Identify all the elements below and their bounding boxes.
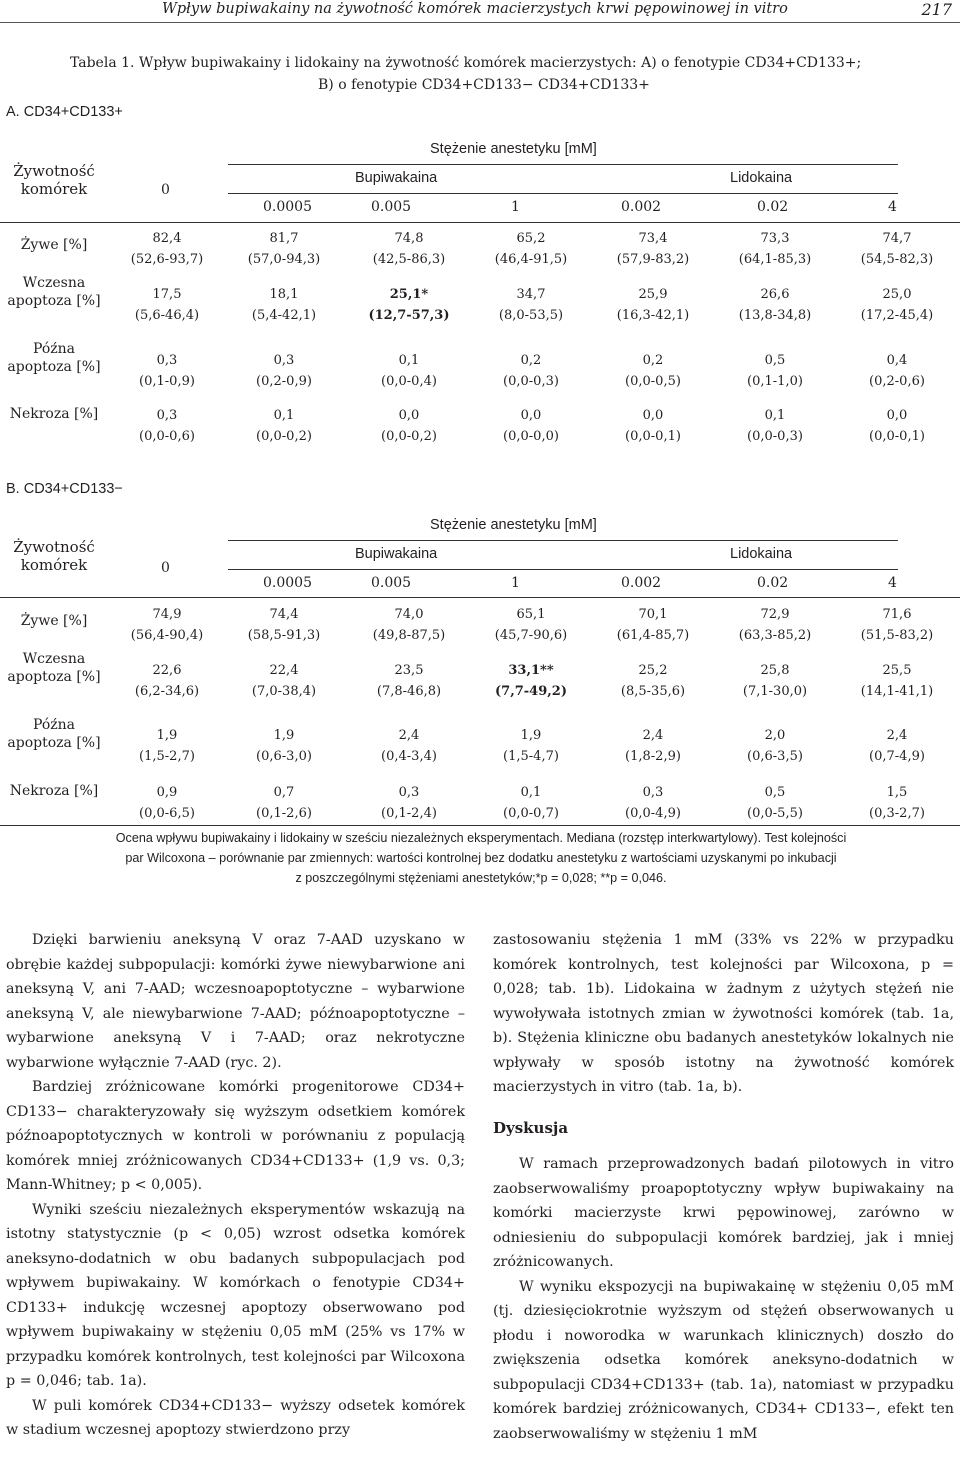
table-cell — [105, 405, 229, 447]
table-cell — [469, 228, 593, 270]
cell-median: 65,2 — [516, 231, 546, 246]
cell-iqr: (0,0-0,1) — [625, 429, 681, 444]
cell-median: 34,7 — [516, 287, 546, 302]
cell-median: 74,9 — [152, 607, 182, 622]
cell-median: 74,4 — [269, 607, 299, 622]
table-cell — [469, 782, 593, 824]
cell-median: 0,2 — [642, 353, 664, 368]
cell-median: 73,3 — [760, 231, 790, 246]
table-a-corner: Żywotność komórek — [13, 162, 95, 198]
table-cell — [347, 228, 471, 270]
row-label-wczesna-apoptoza: Wczesna apoptoza [%] — [7, 651, 101, 685]
table-cell — [469, 405, 593, 447]
left-column — [6, 928, 465, 1443]
row-label-pozna-apoptoza: Późna apoptoza [%] — [7, 341, 101, 375]
table-b-corner: Żywotność komórek — [13, 538, 95, 574]
cell-iqr: (0,3-2,7) — [869, 806, 925, 821]
table-cell — [347, 284, 471, 326]
cell-median: 0,0 — [398, 408, 420, 423]
table-cell — [222, 350, 346, 392]
cell-median: 2,4 — [398, 728, 420, 743]
cell-median: 71,6 — [882, 607, 912, 622]
cell-iqr: (0,0-0,2) — [256, 429, 312, 444]
cell-iqr: (64,1-85,3) — [738, 252, 812, 267]
caption-line-2: B) o fenotypie CD34+CD133− CD34+CD133+ — [318, 77, 650, 93]
row-label-zywe: Żywe [%] — [20, 613, 88, 629]
table-a-conc-6: 4 — [888, 199, 897, 215]
right-column — [493, 928, 954, 1446]
table-cell — [222, 284, 346, 326]
cell-median: 25,8 — [760, 663, 790, 678]
cell-median: 26,6 — [760, 287, 790, 302]
table-cell — [835, 228, 959, 270]
table-b-control-header: 0 — [161, 560, 170, 576]
cell-iqr: (0,2-0,6) — [869, 374, 925, 389]
cell-median: 0,3 — [156, 408, 178, 423]
table-cell — [105, 660, 229, 702]
cell-iqr: (56,4-90,4) — [130, 628, 204, 643]
cell-median: 0,3 — [642, 785, 664, 800]
table-b-conc-5: 0.02 — [757, 575, 789, 591]
cell-median: 1,5 — [886, 785, 908, 800]
cell-median: 22,4 — [269, 663, 299, 678]
table-cell — [347, 725, 471, 767]
cell-median: 18,1 — [269, 287, 299, 302]
cell-iqr: (0,0-0,5) — [625, 374, 681, 389]
table-caption — [70, 52, 950, 96]
body-paragraph: W wyniku ekspozycji na bupiwakainę w stężeniu 0,05 mM (tj. dziesięciokrotnie wyższym od stężeń obserwowanych u płodu i noworodka w warunkach klinicznych) doszło do zwiększenia odsetka komórek aneksyno-dodatnich w subpopulacji CD34+CD133+ (tab. 1a), natomiast w przypadku komórek bardziej zróżnicowanych, CD34+ CD133−, efekt ten zaobserwowaliśmy w stężeniu 1 mM — [493, 1278, 954, 1442]
cell-median: 72,9 — [760, 607, 790, 622]
cell-median: 65,1 — [516, 607, 546, 622]
cell-median: 74,8 — [394, 231, 424, 246]
cell-iqr: (0,0-4,9) — [625, 806, 681, 821]
table-cell — [469, 725, 593, 767]
table-cell — [591, 660, 715, 702]
cell-iqr: (12,7-57,3) — [368, 308, 450, 323]
cell-iqr: (0,0-0,3) — [503, 374, 559, 389]
table-cell — [591, 350, 715, 392]
page-number: 217 — [921, 0, 952, 19]
cell-iqr: (54,5-82,3) — [860, 252, 934, 267]
table-cell — [835, 284, 959, 326]
cell-iqr: (0,6-3,5) — [747, 749, 803, 764]
table-cell — [591, 405, 715, 447]
row-label-zywe: Żywe [%] — [20, 237, 88, 253]
cell-median: 82,4 — [152, 231, 182, 246]
table-cell — [835, 725, 959, 767]
table-a-conc-1: 0.0005 — [263, 199, 312, 215]
cell-median: 0,1 — [764, 408, 786, 423]
table-a-label: A. CD34+CD133+ — [6, 104, 123, 120]
table-b-conc-2: 0.005 — [371, 575, 412, 591]
table-cell — [713, 284, 837, 326]
cell-iqr: (51,5-83,2) — [860, 628, 934, 643]
cell-iqr: (7,1-30,0) — [742, 684, 808, 699]
cell-median: 0,0 — [520, 408, 542, 423]
cell-median: 73,4 — [638, 231, 668, 246]
cell-iqr: (58,5-91,3) — [247, 628, 321, 643]
table-cell — [591, 284, 715, 326]
cell-iqr: (0,0-0,0) — [503, 429, 559, 444]
cell-median: 0,1 — [398, 353, 420, 368]
table-cell — [347, 604, 471, 646]
table-a-rule-1 — [228, 164, 898, 165]
cell-iqr: (0,1-2,4) — [381, 806, 437, 821]
cell-iqr: (7,8-46,8) — [376, 684, 442, 699]
cell-iqr: (0,0-0,7) — [503, 806, 559, 821]
cell-iqr: (0,1-2,6) — [256, 806, 312, 821]
cell-iqr: (0,0-5,5) — [747, 806, 803, 821]
cell-iqr: (17,2-45,4) — [860, 308, 934, 323]
table-cell — [105, 350, 229, 392]
cell-median: 25,9 — [638, 287, 668, 302]
running-title: Wpływ bupiwakainy na żywotność komórek macierzystych krwi pępowinowej in vitro — [162, 1, 788, 17]
table-cell — [469, 604, 593, 646]
table-a-drug2: Lidokaina — [730, 170, 793, 186]
body-paragraph: Wyniki sześciu niezależnych eksperymentów wskazują na istotny statystycznie (p < 0,05) wzrost odsetka komórek aneksyno-dodatnich w obu badanych subpopulacjach pod wpływem bupiwakainy. W komórkach o fenotypie CD34+ CD133+ indukcję wczesnej apoptozy obserwowano pod wpływem bupiwakainy w stężeniu 0,05 mM (25% vs 17% w przypadku komórek kontrolnych, test kolejności par Wilcoxona p = 0,046; tab. 1a). — [6, 1201, 465, 1389]
cell-iqr: (0,0-0,1) — [869, 429, 925, 444]
cell-iqr: (0,6-3,0) — [256, 749, 312, 764]
cell-iqr: (52,6-93,7) — [130, 252, 204, 267]
table-cell — [591, 604, 715, 646]
cell-median: 74,7 — [882, 231, 912, 246]
cell-iqr: (42,5-86,3) — [372, 252, 446, 267]
table-cell — [835, 660, 959, 702]
table-cell — [835, 350, 959, 392]
section-heading: Dyskusja — [493, 1118, 569, 1137]
cell-iqr: (1,8-2,9) — [625, 749, 681, 764]
cell-iqr: (0,2-0,9) — [256, 374, 312, 389]
table-cell — [713, 228, 837, 270]
cell-median: 0,9 — [156, 785, 178, 800]
table-a-drug1: Bupiwakaina — [355, 170, 438, 186]
cell-iqr: (0,0-0,2) — [381, 429, 437, 444]
table-cell — [469, 350, 593, 392]
caption-line-1: Tabela 1. Wpływ bupiwakainy i lidokainy na żywotność komórek macierzystych: A) o fenotypie CD34+CD133+; — [70, 55, 862, 71]
cell-median: 81,7 — [269, 231, 299, 246]
cell-median: 70,1 — [638, 607, 668, 622]
table-b-conc-header: Stężenie anestetyku [mM] — [430, 517, 597, 533]
cell-median: 0,0 — [886, 408, 908, 423]
table-cell — [713, 782, 837, 824]
table-cell — [713, 405, 837, 447]
row-label-wczesna-apoptoza: Wczesna apoptoza [%] — [7, 275, 101, 309]
cell-iqr: (0,0-0,4) — [381, 374, 437, 389]
note-line-2: par Wilcoxona – porównanie par zmiennych: wartości kontrolnej bez dodatku anestetyku z wartościami uzyskanymi po inkubacji — [125, 851, 837, 865]
cell-iqr: (45,7-90,6) — [494, 628, 568, 643]
table-b-label: B. CD34+CD133− — [6, 481, 123, 497]
table-bottom-rule — [0, 825, 960, 826]
cell-iqr: (1,5-4,7) — [503, 749, 559, 764]
table-a-control-header: 0 — [161, 182, 170, 198]
cell-median: 0,5 — [764, 785, 786, 800]
table-cell — [105, 782, 229, 824]
cell-iqr: (0,4-3,4) — [381, 749, 437, 764]
cell-median: 1,9 — [156, 728, 178, 743]
table-cell — [713, 604, 837, 646]
cell-median: 1,9 — [273, 728, 295, 743]
cell-median: 1,9 — [520, 728, 542, 743]
cell-iqr: (8,0-53,5) — [498, 308, 564, 323]
body-paragraph: zastosowaniu stężenia 1 mM (33% vs 22% w przypadku komórek kontrolnych, test kolejności par Wilcoxona, p = 0,028; tab. 1b). Lidokaina w żadnym z użytych stężeń nie wywoływała istotnych zmian w żywotności komórek (tab. 1a, b). Stężenia kliniczne obu badanych anestetyków lokalnych nie wpływały w sposób istotny na żywotność komórek macierzystych in vitro (tab. 1a, b). — [493, 932, 954, 1095]
table-b-conc-6: 4 — [888, 575, 897, 591]
cell-median: 2,0 — [764, 728, 786, 743]
table-a-rule-2 — [228, 193, 898, 194]
row-label-nekroza: Nekroza [%] — [9, 783, 99, 799]
table-b-header-rule — [0, 597, 960, 598]
cell-median: 0,7 — [273, 785, 295, 800]
cell-iqr: (49,8-87,5) — [372, 628, 446, 643]
cell-median: 0,2 — [520, 353, 542, 368]
table-cell — [222, 228, 346, 270]
table-cell — [347, 660, 471, 702]
cell-iqr: (0,0-0,3) — [747, 429, 803, 444]
cell-iqr: (7,0-38,4) — [251, 684, 317, 699]
cell-iqr: (0,7-4,9) — [869, 749, 925, 764]
table-cell — [713, 725, 837, 767]
table-cell — [222, 604, 346, 646]
table-a-header-rule — [0, 222, 960, 223]
running-header — [0, 0, 960, 22]
table-note — [6, 828, 956, 888]
cell-iqr: (13,8-34,8) — [738, 308, 812, 323]
cell-iqr: (46,4-91,5) — [494, 252, 568, 267]
cell-median: 25,1* — [389, 287, 429, 302]
table-b-rule-2 — [228, 569, 898, 570]
table-cell — [222, 782, 346, 824]
cell-iqr: (0,0-0,6) — [139, 429, 195, 444]
cell-median: 0,0 — [642, 408, 664, 423]
table-cell — [591, 228, 715, 270]
cell-median: 2,4 — [886, 728, 908, 743]
table-cell — [105, 725, 229, 767]
table-cell — [222, 405, 346, 447]
cell-iqr: (5,4-42,1) — [251, 308, 317, 323]
table-b-conc-4: 0.002 — [621, 575, 662, 591]
cell-median: 25,0 — [882, 287, 912, 302]
cell-median: 2,4 — [642, 728, 664, 743]
cell-median: 33,1** — [508, 663, 554, 678]
table-b-conc-1: 0.0005 — [263, 575, 312, 591]
table-b-conc-3: 1 — [511, 575, 520, 591]
cell-iqr: (0,1-1,0) — [747, 374, 803, 389]
table-a-conc-2: 0.005 — [371, 199, 412, 215]
header-rule — [0, 22, 960, 23]
cell-median: 0,3 — [273, 353, 295, 368]
body-paragraph: W puli komórek CD34+CD133− wyższy odsetek komórek w stadium wczesnej apoptozy stwierdzono przy — [6, 1397, 465, 1438]
note-line-3: z poszczególnymi stężeniami anestetyków;*p = 0,028; **p = 0,046. — [295, 871, 667, 885]
cell-iqr: (8,5-35,6) — [620, 684, 686, 699]
table-cell — [591, 725, 715, 767]
cell-iqr: (7,7-49,2) — [495, 684, 567, 699]
row-label-nekroza: Nekroza [%] — [9, 406, 99, 422]
cell-median: 25,5 — [882, 663, 912, 678]
cell-iqr: (57,9-83,2) — [616, 252, 690, 267]
body-paragraph: Dzięki barwieniu aneksyną V oraz 7-AAD uzyskano w obrębie każdej subpopulacji: komórki żywe niewybarwione ani aneksyną V, ani 7-AAD; wczesnoapoptotyczne – wybarwione aneksyną V, ale niewybarwione 7-AAD; późnoapoptotyczne – wybarwione aneksyną V i 7-AAD; oraz nekrotyczne wybarwione wyłącznie 7-AAD (ryc. 2). — [6, 932, 465, 1071]
cell-median: 23,5 — [394, 663, 424, 678]
table-a-conc-4: 0.002 — [621, 199, 662, 215]
table-cell — [222, 660, 346, 702]
table-cell — [347, 350, 471, 392]
table-cell — [835, 604, 959, 646]
cell-median: 22,6 — [152, 663, 182, 678]
cell-median: 17,5 — [152, 287, 182, 302]
cell-iqr: (0,1-0,9) — [139, 374, 195, 389]
cell-iqr: (16,3-42,1) — [616, 308, 690, 323]
table-b-drug2: Lidokaina — [730, 546, 793, 562]
table-b-rule-1 — [228, 540, 898, 541]
table-a-conc-header: Stężenie anestetyku [mM] — [430, 141, 597, 157]
body-paragraph: Bardziej zróżnicowane komórki progenitorowe CD34+ CD133− charakteryzowały się wyższym odsetkiem komórek późnoapoptotycznych w kontroli w porównaniu z populacją komórek mniej zróżnicowanych CD34+CD133+ (1,9 vs. 0,3; Mann-Whitney; p < 0,005). — [6, 1079, 465, 1193]
cell-median: 74,0 — [394, 607, 424, 622]
cell-median: 25,2 — [638, 663, 668, 678]
table-a-conc-3: 1 — [511, 199, 520, 215]
table-cell — [835, 782, 959, 824]
cell-iqr: (5,6-46,4) — [134, 308, 200, 323]
cell-iqr: (63,3-85,2) — [738, 628, 812, 643]
cell-median: 0,3 — [156, 353, 178, 368]
table-cell — [713, 350, 837, 392]
table-cell — [105, 228, 229, 270]
table-cell — [713, 660, 837, 702]
table-cell — [469, 284, 593, 326]
table-b-drug1: Bupiwakaina — [355, 546, 438, 562]
table-cell — [347, 405, 471, 447]
table-cell — [222, 725, 346, 767]
cell-iqr: (61,4-85,7) — [616, 628, 690, 643]
table-cell — [469, 660, 593, 702]
table-cell — [591, 782, 715, 824]
cell-iqr: (6,2-34,6) — [134, 684, 200, 699]
cell-iqr: (14,1-41,1) — [860, 684, 934, 699]
table-cell — [347, 782, 471, 824]
body-paragraph: W ramach przeprowadzonych badań pilotowych in vitro zaobserwowaliśmy proapoptotyczny wpływ bupiwakainy na komórki macierzyste krwi pępowinowej, zarówno w odniesieniu do subpopulacji komórek bardziej, jak i mniej zróżnicowanych. — [493, 1156, 954, 1270]
cell-median: 0,1 — [520, 785, 542, 800]
cell-iqr: (1,5-2,7) — [139, 749, 195, 764]
cell-median: 0,4 — [886, 353, 908, 368]
note-line-1: Ocena wpływu bupiwakainy i lidokainy w sześciu niezależnych eksperymentach. Mediana (rozstęp interkwartylowy). Test kolejności — [115, 831, 847, 845]
table-cell — [105, 604, 229, 646]
cell-median: 0,5 — [764, 353, 786, 368]
cell-median: 0,3 — [398, 785, 420, 800]
cell-iqr: (57,0-94,3) — [247, 252, 321, 267]
table-cell — [835, 405, 959, 447]
table-a-conc-5: 0.02 — [757, 199, 789, 215]
row-label-pozna-apoptoza: Późna apoptoza [%] — [7, 717, 101, 751]
table-cell — [105, 284, 229, 326]
cell-iqr: (0,0-6,5) — [139, 806, 195, 821]
cell-median: 0,1 — [273, 408, 295, 423]
